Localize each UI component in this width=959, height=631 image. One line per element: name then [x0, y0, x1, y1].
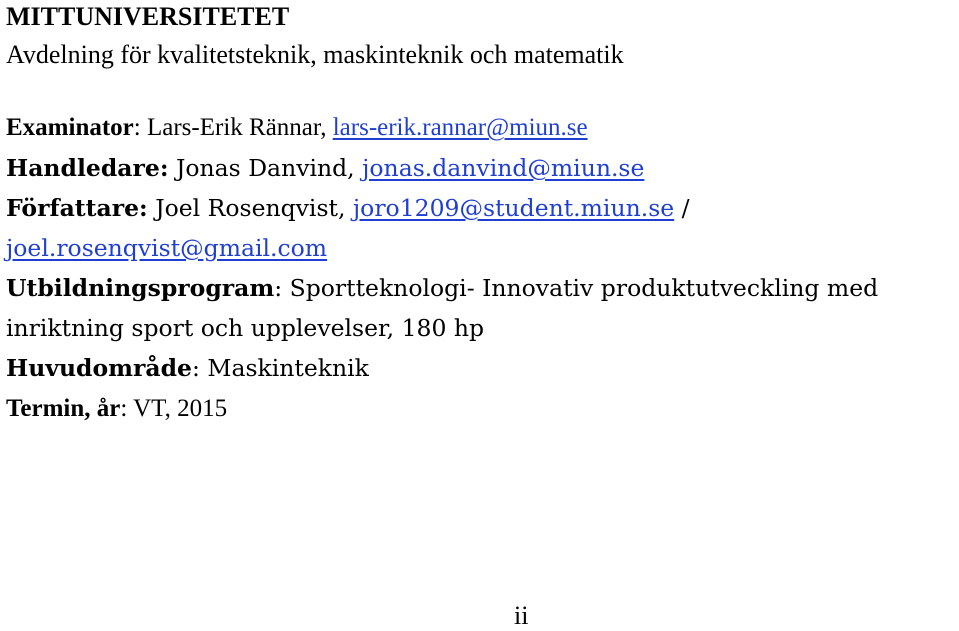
- forfattare-name: Joel Rosenqvist,: [147, 194, 353, 222]
- examinator-email-link[interactable]: lars-erik.rannar@miun.se: [332, 114, 588, 141]
- huvudomrade-label: Huvudområde: [6, 354, 192, 382]
- program-label: Utbildningsprogram: [6, 274, 275, 302]
- forfattare-line-2: [6, 233, 327, 263]
- huvudomrade-label-sep: :: [192, 354, 208, 382]
- program-value-line2: inriktning sport och upplevelser, 180 hp: [6, 314, 485, 342]
- examinator-name: Lars-Erik Rännar,: [146, 114, 333, 141]
- examinator-label-sep: :: [133, 114, 147, 141]
- program-line-2: [6, 313, 484, 343]
- termin-line: [6, 394, 227, 424]
- program-value-line1: Sportteknologi- Innovativ produktutveckling med: [289, 274, 879, 302]
- handledare-name: Jonas Danvind,: [168, 154, 363, 182]
- forfattare-email-link-secondary[interactable]: joel.rosenqvist@gmail.com: [6, 234, 328, 262]
- examinator-label: Examinator: [6, 114, 134, 141]
- forfattare-email-separator: /: [674, 194, 690, 222]
- handledare-email-link[interactable]: jonas.danvind@miun.se: [362, 154, 645, 182]
- forfattare-email-link-primary[interactable]: joro1209@student.miun.se: [352, 194, 675, 222]
- handledare-label: Handledare:: [6, 154, 169, 182]
- department-name: Avdelning för kvalitetsteknik, maskinteknik och matematik: [6, 40, 624, 69]
- forfattare-label: Författare:: [6, 194, 148, 222]
- termin-label: Termin, år: [6, 395, 121, 422]
- handledare-line: [6, 153, 644, 183]
- forfattare-line: [6, 193, 690, 223]
- huvudomrade-line: [6, 353, 369, 383]
- examinator-line: [6, 113, 588, 143]
- huvudomrade-value: Maskinteknik: [207, 354, 369, 382]
- program-label-sep: :: [274, 274, 290, 302]
- program-line: [6, 273, 878, 303]
- page-number: ii: [514, 601, 529, 630]
- termin-label-sep: :: [120, 395, 134, 422]
- termin-value: VT, 2015: [133, 395, 228, 422]
- university-name: MITTUNIVERSITETET: [6, 2, 290, 31]
